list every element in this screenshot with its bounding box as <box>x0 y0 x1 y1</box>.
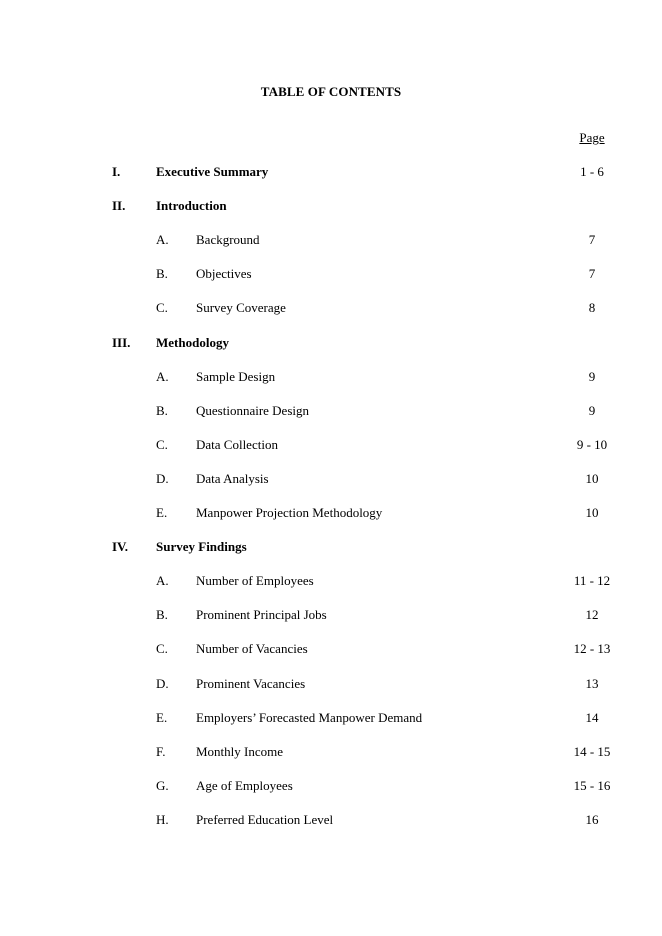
subsection-letter: D. <box>156 470 169 486</box>
subsection-title: Sample Design <box>196 368 276 384</box>
subsection-title: Number of Vacancies <box>196 641 308 657</box>
toc-section-row <box>0 164 662 184</box>
page-number: 10 <box>585 470 599 486</box>
subsection-letter: D. <box>156 675 169 691</box>
section-number: III. <box>112 334 131 350</box>
toc-section-row <box>0 539 662 559</box>
toc-section-row <box>0 335 662 355</box>
section-title: Executive Summary <box>156 164 269 179</box>
subsection-letter: A. <box>156 368 169 384</box>
page-title: TABLE OF CONTENTS <box>260 84 402 99</box>
subsection-title: Number of Employees <box>196 573 314 589</box>
page-number: 12 <box>585 607 599 623</box>
page-number: 9 - 10 <box>576 436 608 452</box>
page-number: 7 <box>588 266 596 282</box>
page-number: 16 <box>585 811 599 827</box>
toc-subsection-row <box>0 232 662 252</box>
toc-subsection-row <box>0 403 662 423</box>
subsection-title: Monthly Income <box>196 743 284 759</box>
page-number: 12 - 13 <box>573 641 611 657</box>
subsection-title: Data Collection <box>196 436 278 452</box>
subsection-letter: A. <box>156 573 169 589</box>
toc-subsection-row <box>0 266 662 286</box>
subsection-title: Survey Coverage <box>196 300 286 316</box>
subsection-title: Background <box>196 232 260 248</box>
subsection-letter: C. <box>156 300 168 316</box>
page-number: 7 <box>588 232 596 248</box>
subsection-title: Employers’ Forecasted Manpower Demand <box>196 709 423 725</box>
page-number: 13 <box>585 675 599 691</box>
subsection-letter: C. <box>156 641 168 657</box>
toc-subsection-row <box>0 607 662 627</box>
page-number: 10 <box>585 505 599 520</box>
page-column-header: Page <box>579 130 605 145</box>
subsection-letter: E. <box>156 709 168 725</box>
subsection-letter: C. <box>156 436 168 452</box>
subsection-title: Data Analysis <box>196 470 269 486</box>
toc-subsection-row <box>0 676 662 696</box>
toc-subsection-row <box>0 369 662 389</box>
page-number: 1 - 6 <box>580 164 604 179</box>
subsection-title: Questionnaire Design <box>196 402 310 418</box>
subsection-letter: E. <box>156 505 168 520</box>
toc-subsection-row <box>0 300 662 320</box>
page-number: 9 <box>588 402 596 418</box>
page-number: 9 <box>588 368 596 384</box>
toc-subsection-row <box>0 641 662 661</box>
subsection-letter: A. <box>156 232 169 248</box>
page-number: 11 - 12 <box>573 573 611 589</box>
toc-subsection-row <box>0 778 662 798</box>
subsection-letter: G. <box>156 777 169 793</box>
subsection-title: Manpower Projection Methodology <box>196 505 383 520</box>
subsection-letter: B. <box>156 266 168 282</box>
toc-subsection-row <box>0 573 662 593</box>
subsection-title: Objectives <box>196 266 252 282</box>
subsection-letter: B. <box>156 607 168 623</box>
toc-subsection-row <box>0 437 662 457</box>
subsection-letter: B. <box>156 402 168 418</box>
page-number: 14 <box>585 709 599 725</box>
toc-section-row <box>0 198 662 218</box>
toc-subsection-row <box>0 710 662 730</box>
subsection-title: Age of Employees <box>196 777 293 793</box>
subsection-title: Prominent Principal Jobs <box>196 607 327 623</box>
toc-subsection-row <box>0 812 662 832</box>
subsection-title: Prominent Vacancies <box>196 675 306 691</box>
section-title: Methodology <box>156 334 229 350</box>
page-number: 14 - 15 <box>573 743 611 759</box>
toc-subsection-row <box>0 505 662 525</box>
subsection-letter: F. <box>156 743 166 759</box>
section-number: II. <box>112 198 126 214</box>
page-number: 8 <box>588 300 596 316</box>
subsection-letter: H. <box>156 811 169 827</box>
section-number: I. <box>112 164 121 179</box>
page-number: 15 - 16 <box>573 777 611 793</box>
section-title: Survey Findings <box>156 539 247 555</box>
section-number: IV. <box>112 539 129 555</box>
toc-subsection-row <box>0 744 662 764</box>
section-title: Introduction <box>156 198 227 214</box>
toc-subsection-row <box>0 471 662 491</box>
subsection-title: Preferred Education Level <box>196 811 334 827</box>
